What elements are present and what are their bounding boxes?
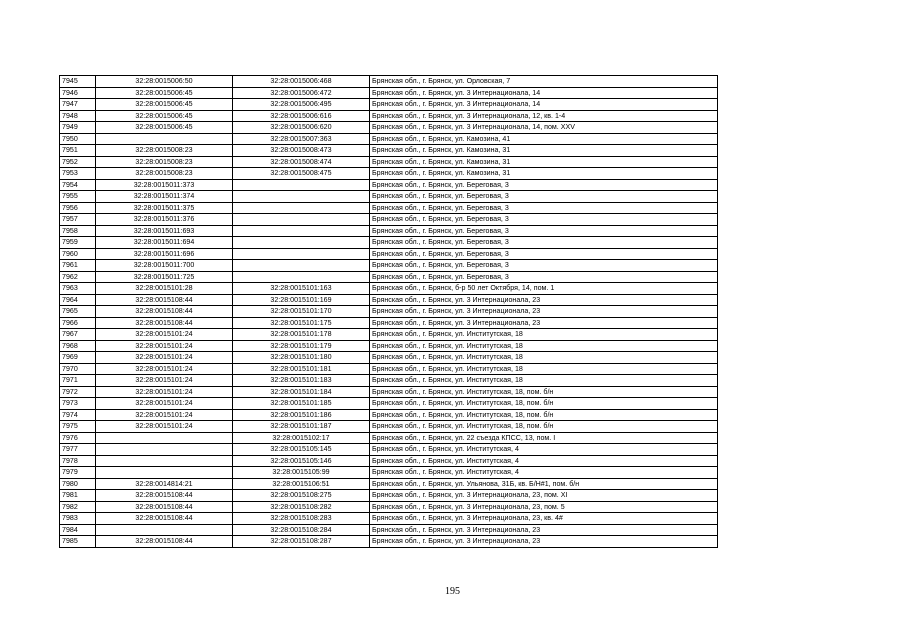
address-cell: Брянская обл., г. Брянск, ул. Институтская, 4 <box>370 444 718 456</box>
row-number-cell: 7957 <box>60 214 96 226</box>
row-number-cell: 7978 <box>60 455 96 467</box>
cadastral-number-cell: 32:28:0015101:24 <box>96 363 233 375</box>
row-number-cell: 7964 <box>60 294 96 306</box>
table-row <box>60 214 718 226</box>
object-cadastral-number-cell: 32:28:0015108:287 <box>233 536 370 548</box>
object-cadastral-number-cell: 32:28:0015101:179 <box>233 340 370 352</box>
table-row <box>60 237 718 249</box>
row-number-cell: 7954 <box>60 179 96 191</box>
table-row <box>60 317 718 329</box>
object-cadastral-number-cell: 32:28:0015108:275 <box>233 490 370 502</box>
object-cadastral-number-cell: 32:28:0015101:163 <box>233 283 370 295</box>
address-cell: Брянская обл., г. Брянск, ул. 3 Интернационала, 14, пом. XXV <box>370 122 718 134</box>
cadastral-number-cell: 32:28:0015006:45 <box>96 110 233 122</box>
cadastral-number-cell: 32:28:0015008:23 <box>96 168 233 180</box>
table-row <box>60 375 718 387</box>
address-cell: Брянская обл., г. Брянск, ул. Институтская, 18, пом. б/н <box>370 398 718 410</box>
table-row <box>60 490 718 502</box>
table-row <box>60 467 718 479</box>
row-number-cell: 7985 <box>60 536 96 548</box>
table-row <box>60 225 718 237</box>
address-cell: Брянская обл., г. Брянск, ул. Камозина, 41 <box>370 133 718 145</box>
row-number-cell: 7963 <box>60 283 96 295</box>
address-cell: Брянская обл., г. Брянск, ул. Институтская, 4 <box>370 455 718 467</box>
address-cell: Брянская обл., г. Брянск, ул. Береговая, 3 <box>370 202 718 214</box>
row-number-cell: 7953 <box>60 168 96 180</box>
cadastral-number-cell: 32:28:0015108:44 <box>96 501 233 513</box>
cadastral-number-cell: 32:28:0015008:23 <box>96 145 233 157</box>
row-number-cell: 7961 <box>60 260 96 272</box>
address-cell: Брянская обл., г. Брянск, ул. Институтская, 18 <box>370 363 718 375</box>
object-cadastral-number-cell: 32:28:0015101:185 <box>233 398 370 410</box>
row-number-cell: 7962 <box>60 271 96 283</box>
cadastral-number-cell <box>96 444 233 456</box>
address-cell: Брянская обл., г. Брянск, ул. 3 Интернационала, 23, пом. XI <box>370 490 718 502</box>
object-cadastral-number-cell: 32:28:0015101:183 <box>233 375 370 387</box>
address-cell: Брянская обл., г. Брянск, ул. Институтская, 18 <box>370 340 718 352</box>
row-number-cell: 7972 <box>60 386 96 398</box>
address-cell: Брянская обл., г. Брянск, ул. Институтская, 4 <box>370 467 718 479</box>
object-cadastral-number-cell <box>233 179 370 191</box>
address-cell: Брянская обл., г. Брянск, ул. 3 Интернационала, 23 <box>370 317 718 329</box>
table-row <box>60 168 718 180</box>
row-number-cell: 7948 <box>60 110 96 122</box>
table-row <box>60 340 718 352</box>
cadastral-table <box>59 75 718 548</box>
row-number-cell: 7968 <box>60 340 96 352</box>
object-cadastral-number-cell <box>233 237 370 249</box>
object-cadastral-number-cell <box>233 191 370 203</box>
cadastral-number-cell: 32:28:0015101:24 <box>96 340 233 352</box>
row-number-cell: 7966 <box>60 317 96 329</box>
table-row <box>60 99 718 111</box>
cadastral-number-cell: 32:28:0015011:725 <box>96 271 233 283</box>
row-number-cell: 7970 <box>60 363 96 375</box>
cadastral-number-cell: 32:28:0015011:700 <box>96 260 233 272</box>
address-cell: Брянская обл., г. Брянск, ул. Камозина, 31 <box>370 145 718 157</box>
row-number-cell: 7979 <box>60 467 96 479</box>
address-cell: Брянская обл., г. Брянск, ул. 3 Интернационала, 23, пом. 5 <box>370 501 718 513</box>
row-number-cell: 7983 <box>60 513 96 525</box>
object-cadastral-number-cell: 32:28:0015101:187 <box>233 421 370 433</box>
cadastral-number-cell: 32:28:0015011:374 <box>96 191 233 203</box>
table-row <box>60 536 718 548</box>
table-row <box>60 122 718 134</box>
table-row <box>60 110 718 122</box>
cadastral-number-cell <box>96 133 233 145</box>
table-row <box>60 156 718 168</box>
object-cadastral-number-cell <box>233 248 370 260</box>
table-row <box>60 352 718 364</box>
table-row <box>60 260 718 272</box>
table-row <box>60 478 718 490</box>
object-cadastral-number-cell: 32:28:0015105:145 <box>233 444 370 456</box>
address-cell: Брянская обл., г. Брянск, ул. Камозина, 31 <box>370 168 718 180</box>
address-cell: Брянская обл., г. Брянск, ул. 3 Интернационала, 23 <box>370 294 718 306</box>
address-cell: Брянская обл., г. Брянск, ул. 3 Интернационала, 23, кв. 4# <box>370 513 718 525</box>
row-number-cell: 7981 <box>60 490 96 502</box>
table-row <box>60 191 718 203</box>
object-cadastral-number-cell: 32:28:0015101:169 <box>233 294 370 306</box>
row-number-cell: 7952 <box>60 156 96 168</box>
object-cadastral-number-cell <box>233 271 370 283</box>
row-number-cell: 7945 <box>60 76 96 88</box>
row-number-cell: 7950 <box>60 133 96 145</box>
address-cell: Брянская обл., г. Брянск, ул. Береговая, 3 <box>370 260 718 272</box>
cadastral-number-cell: 32:28:0014814:21 <box>96 478 233 490</box>
row-number-cell: 7982 <box>60 501 96 513</box>
row-number-cell: 7973 <box>60 398 96 410</box>
table-row <box>60 133 718 145</box>
table-row <box>60 283 718 295</box>
cadastral-number-cell: 32:28:0015006:50 <box>96 76 233 88</box>
table-row <box>60 329 718 341</box>
object-cadastral-number-cell <box>233 225 370 237</box>
cadastral-number-cell: 32:28:0015006:45 <box>96 122 233 134</box>
cadastral-number-cell: 32:28:0015101:24 <box>96 352 233 364</box>
cadastral-number-cell: 32:28:0015101:24 <box>96 329 233 341</box>
row-number-cell: 7969 <box>60 352 96 364</box>
row-number-cell: 7946 <box>60 87 96 99</box>
cadastral-number-cell: 32:28:0015011:693 <box>96 225 233 237</box>
table-row <box>60 145 718 157</box>
cadastral-number-cell: 32:28:0015108:44 <box>96 317 233 329</box>
cadastral-number-cell: 32:28:0015101:24 <box>96 375 233 387</box>
cadastral-number-cell: 32:28:0015108:44 <box>96 536 233 548</box>
object-cadastral-number-cell: 32:28:0015101:186 <box>233 409 370 421</box>
object-cadastral-number-cell: 32:28:0015006:495 <box>233 99 370 111</box>
object-cadastral-number-cell: 32:28:0015008:474 <box>233 156 370 168</box>
address-cell: Брянская обл., г. Брянск, ул. 3 Интернационала, 12, кв. 1-4 <box>370 110 718 122</box>
address-cell: Брянская обл., г. Брянск, ул. Береговая, 3 <box>370 248 718 260</box>
table-row <box>60 513 718 525</box>
cadastral-number-cell: 32:28:0015108:44 <box>96 306 233 318</box>
table-row <box>60 501 718 513</box>
row-number-cell: 7958 <box>60 225 96 237</box>
cadastral-number-cell <box>96 432 233 444</box>
cadastral-number-cell: 32:28:0015101:28 <box>96 283 233 295</box>
cadastral-number-cell: 32:28:0015108:44 <box>96 513 233 525</box>
address-cell: Брянская обл., г. Брянск, ул. Береговая, 3 <box>370 191 718 203</box>
table-row <box>60 76 718 88</box>
row-number-cell: 7971 <box>60 375 96 387</box>
address-cell: Брянская обл., г. Брянск, б-р 50 лет Октября, 14, пом. 1 <box>370 283 718 295</box>
row-number-cell: 7984 <box>60 524 96 536</box>
object-cadastral-number-cell: 32:28:0015008:475 <box>233 168 370 180</box>
table-row <box>60 202 718 214</box>
cadastral-number-cell: 32:28:0015101:24 <box>96 409 233 421</box>
cadastral-number-cell <box>96 467 233 479</box>
address-cell: Брянская обл., г. Брянск, ул. 3 Интернационала, 14 <box>370 87 718 99</box>
cadastral-number-cell: 32:28:0015011:375 <box>96 202 233 214</box>
page-number: 195 <box>445 586 460 597</box>
table-row <box>60 248 718 260</box>
cadastral-table-body <box>60 76 718 548</box>
row-number-cell: 7960 <box>60 248 96 260</box>
object-cadastral-number-cell: 32:28:0015101:170 <box>233 306 370 318</box>
table-row <box>60 421 718 433</box>
address-cell: Брянская обл., г. Брянск, ул. Камозина, 31 <box>370 156 718 168</box>
cadastral-number-cell: 32:28:0015006:45 <box>96 87 233 99</box>
address-cell: Брянская обл., г. Брянск, ул. Институтская, 18 <box>370 352 718 364</box>
table-row <box>60 363 718 375</box>
table-row <box>60 398 718 410</box>
table-row <box>60 432 718 444</box>
address-cell: Брянская обл., г. Брянск, ул. Береговая, 3 <box>370 271 718 283</box>
table-row <box>60 444 718 456</box>
table-row <box>60 87 718 99</box>
table-row <box>60 306 718 318</box>
address-cell: Брянская обл., г. Брянск, ул. Институтская, 18 <box>370 375 718 387</box>
object-cadastral-number-cell: 32:28:0015105:146 <box>233 455 370 467</box>
address-cell: Брянская обл., г. Брянск, ул. Ульянова, 31Б, кв. Б/Н#1, пом. б/н <box>370 478 718 490</box>
address-cell: Брянская обл., г. Брянск, ул. Береговая, 3 <box>370 237 718 249</box>
cadastral-number-cell: 32:28:0015011:694 <box>96 237 233 249</box>
cadastral-number-cell: 32:28:0015006:45 <box>96 99 233 111</box>
object-cadastral-number-cell: 32:28:0015101:175 <box>233 317 370 329</box>
cadastral-number-cell: 32:28:0015101:24 <box>96 421 233 433</box>
object-cadastral-number-cell: 32:28:0015105:99 <box>233 467 370 479</box>
object-cadastral-number-cell <box>233 214 370 226</box>
address-cell: Брянская обл., г. Брянск, ул. Институтская, 18 <box>370 329 718 341</box>
table-row <box>60 179 718 191</box>
row-number-cell: 7949 <box>60 122 96 134</box>
table-row <box>60 409 718 421</box>
row-number-cell: 7955 <box>60 191 96 203</box>
object-cadastral-number-cell <box>233 202 370 214</box>
cadastral-number-cell: 32:28:0015011:373 <box>96 179 233 191</box>
object-cadastral-number-cell: 32:28:0015101:184 <box>233 386 370 398</box>
object-cadastral-number-cell: 32:28:0015006:620 <box>233 122 370 134</box>
cadastral-number-cell: 32:28:0015011:376 <box>96 214 233 226</box>
object-cadastral-number-cell: 32:28:0015108:283 <box>233 513 370 525</box>
cadastral-number-cell: 32:28:0015101:24 <box>96 398 233 410</box>
object-cadastral-number-cell: 32:28:0015007:363 <box>233 133 370 145</box>
address-cell: Брянская обл., г. Брянск, ул. Институтская, 18, пом. б/н <box>370 421 718 433</box>
object-cadastral-number-cell: 32:28:0015108:284 <box>233 524 370 536</box>
cadastral-number-cell: 32:28:0015108:44 <box>96 490 233 502</box>
row-number-cell: 7976 <box>60 432 96 444</box>
object-cadastral-number-cell <box>233 260 370 272</box>
cadastral-number-cell: 32:28:0015008:23 <box>96 156 233 168</box>
row-number-cell: 7977 <box>60 444 96 456</box>
address-cell: Брянская обл., г. Брянск, ул. Береговая, 3 <box>370 225 718 237</box>
address-cell: Брянская обл., г. Брянск, ул. 22 съезда КПСС, 13, пом. I <box>370 432 718 444</box>
address-cell: Брянская обл., г. Брянск, ул. Орловская, 7 <box>370 76 718 88</box>
object-cadastral-number-cell: 32:28:0015101:181 <box>233 363 370 375</box>
table-row <box>60 524 718 536</box>
row-number-cell: 7956 <box>60 202 96 214</box>
row-number-cell: 7980 <box>60 478 96 490</box>
row-number-cell: 7965 <box>60 306 96 318</box>
table-row <box>60 455 718 467</box>
address-cell: Брянская обл., г. Брянск, ул. Береговая, 3 <box>370 214 718 226</box>
cadastral-number-cell: 32:28:0015101:24 <box>96 386 233 398</box>
object-cadastral-number-cell: 32:28:0015101:178 <box>233 329 370 341</box>
row-number-cell: 7947 <box>60 99 96 111</box>
table-row <box>60 271 718 283</box>
table-row <box>60 386 718 398</box>
row-number-cell: 7967 <box>60 329 96 341</box>
address-cell: Брянская обл., г. Брянск, ул. 3 Интернационала, 14 <box>370 99 718 111</box>
row-number-cell: 7975 <box>60 421 96 433</box>
cadastral-number-cell: 32:28:0015108:44 <box>96 294 233 306</box>
address-cell: Брянская обл., г. Брянск, ул. Институтская, 18, пом. б/н <box>370 409 718 421</box>
object-cadastral-number-cell: 32:28:0015006:468 <box>233 76 370 88</box>
object-cadastral-number-cell: 32:28:0015106:51 <box>233 478 370 490</box>
cadastral-number-cell <box>96 524 233 536</box>
object-cadastral-number-cell: 32:28:0015006:616 <box>233 110 370 122</box>
cadastral-number-cell <box>96 455 233 467</box>
address-cell: Брянская обл., г. Брянск, ул. Береговая, 3 <box>370 179 718 191</box>
object-cadastral-number-cell: 32:28:0015006:472 <box>233 87 370 99</box>
address-cell: Брянская обл., г. Брянск, ул. 3 Интернационала, 23 <box>370 524 718 536</box>
row-number-cell: 7951 <box>60 145 96 157</box>
address-cell: Брянская обл., г. Брянск, ул. 3 Интернационала, 23 <box>370 306 718 318</box>
object-cadastral-number-cell: 32:28:0015101:180 <box>233 352 370 364</box>
cadastral-number-cell: 32:28:0015011:696 <box>96 248 233 260</box>
object-cadastral-number-cell: 32:28:0015102:17 <box>233 432 370 444</box>
object-cadastral-number-cell: 32:28:0015008:473 <box>233 145 370 157</box>
row-number-cell: 7959 <box>60 237 96 249</box>
address-cell: Брянская обл., г. Брянск, ул. Институтская, 18, пом. б/н <box>370 386 718 398</box>
table-row <box>60 294 718 306</box>
row-number-cell: 7974 <box>60 409 96 421</box>
address-cell: Брянская обл., г. Брянск, ул. 3 Интернационала, 23 <box>370 536 718 548</box>
object-cadastral-number-cell: 32:28:0015108:282 <box>233 501 370 513</box>
